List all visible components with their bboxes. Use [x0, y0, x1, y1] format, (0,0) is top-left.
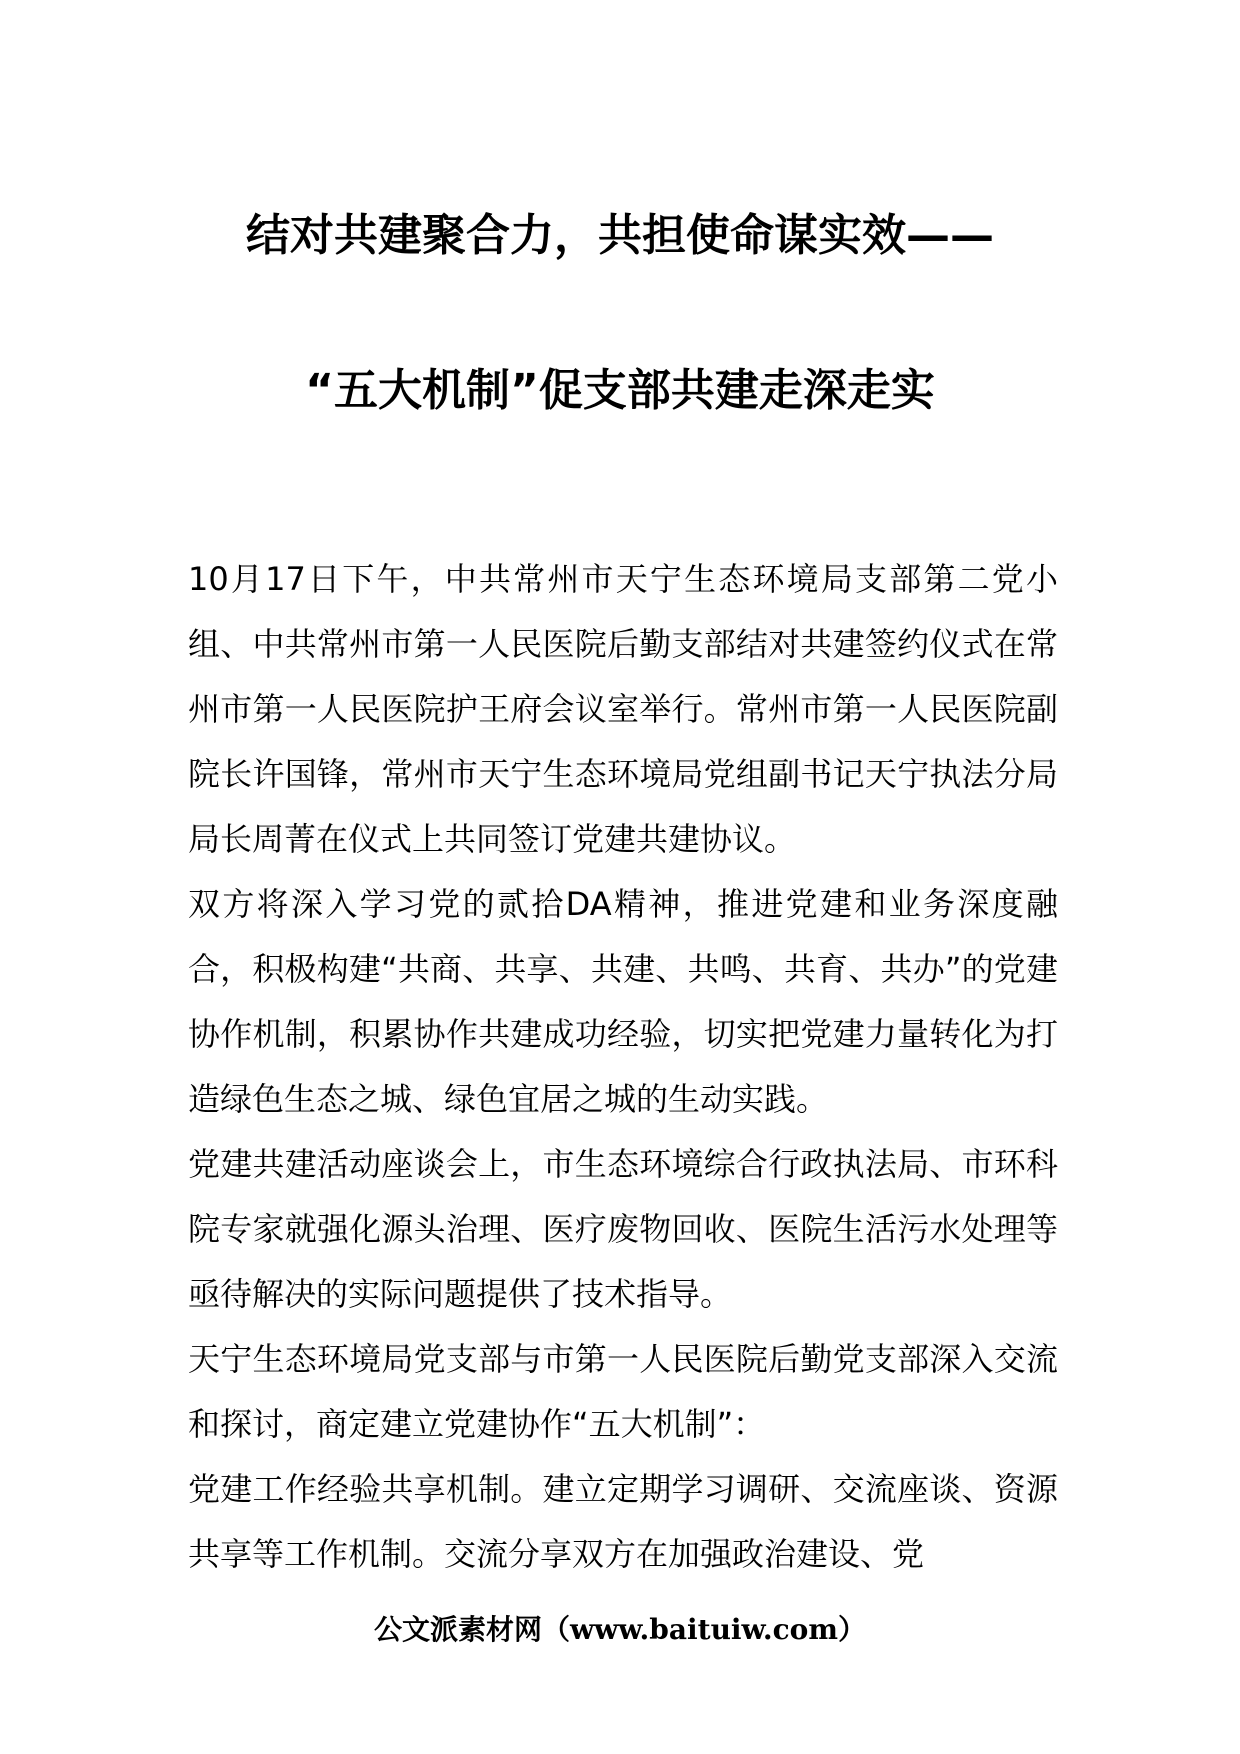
paragraph-4: 天宁生态环境局党支部与市第一人民医院后勤党支部深入交流和探讨，商定建立党建协作“五大机制”：: [188, 1340, 1058, 1443]
paragraph-2: 双方将深入学习党的贰拾DA精神，推进党建和业务深度融合，积极构建“共商、共享、共建、共鸣、共育、共办”的党建协作机制，积累协作共建成功经验，切实把党建力量转化为打造绿色生态之城、绿色宜居之城的生动实践。: [188, 885, 1058, 1118]
paragraph-3: 党建共建活动座谈会上，市生态环境综合行政执法局、市环科院专家就强化源头治理、医疗废物回收、医院生活污水处理等亟待解决的实际问题提供了技术指导。: [188, 1145, 1058, 1313]
document-body: [188, 547, 1058, 1587]
title-line-1: 结对共建聚合力，共担使命谋实效——: [246, 210, 994, 261]
title-line-2: “五大机制”促支部共建走深走实: [305, 365, 935, 416]
paragraph-5: 党建工作经验共享机制。建立定期学习调研、交流座谈、资源共享等工作机制。交流分享双方在加强政治建设、党: [188, 1470, 1058, 1573]
footer-watermark: 公文派素材网（www.baituiw.com）: [374, 1613, 866, 1646]
paragraph-1: 10月17日下午，中共常州市天宁生态环境局支部第二党小组、中共常州市第一人民医院后勤支部结对共建签约仪式在常州市第一人民医院护王府会议室举行。常州市第一人民医院副院长许国锋，常州市天宁生态环境局党组副书记天宁执法分局局长周菁在仪式上共同签订党建共建协议。: [188, 560, 1058, 858]
